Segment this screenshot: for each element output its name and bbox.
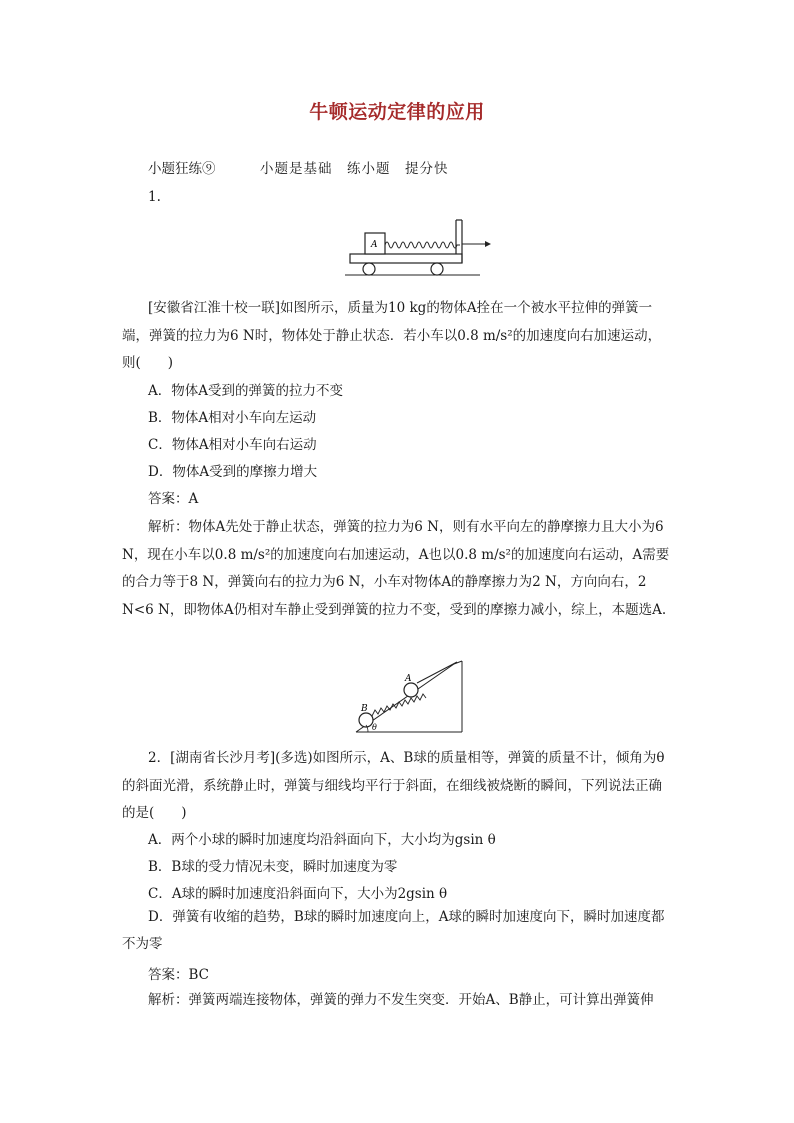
question-1-number: 1. bbox=[148, 189, 161, 205]
question-2-option-b: B．B球的受力情况未变，瞬时加速度为零 bbox=[148, 859, 398, 875]
wheel-left bbox=[363, 263, 375, 275]
question-2-answer: 答案：BC bbox=[148, 967, 210, 983]
ball-a bbox=[404, 683, 418, 697]
angle-label: θ bbox=[372, 723, 377, 732]
ball-a-label: A bbox=[405, 674, 412, 684]
spring bbox=[385, 242, 460, 248]
string-line bbox=[417, 662, 457, 683]
block-a-label: A bbox=[371, 240, 378, 250]
question-1-analysis: 解析：物体A先处于静止状态，弹簧的拉力为6 N，则有水平向左的静摩擦力且大小为6 N，现在小车以0.8 m/s²的加速度向右加速运动，A也以0.8 m/s²的加速度向右运动，A需要的合力等于8 N，弹簧向右的拉力为6 N，小车对物体A的静摩擦力为2 N，方向向右，2 N<6 N，即物体A仍相对车静止受到弹簧的拉力不变，受到的摩擦力减小，综上，本题选A. bbox=[122, 519, 670, 618]
page-title: 牛顿运动定律的应用 bbox=[309, 101, 485, 123]
spring-incline bbox=[372, 694, 426, 716]
question-2-option-d: D．弹簧有收缩的趋势，B球的瞬时加速度向上，A球的瞬时加速度向下，瞬时加速度都不为零 bbox=[122, 909, 665, 952]
section-label: 小题狂练⑨ bbox=[148, 161, 216, 177]
pull-arrow-head bbox=[485, 241, 491, 247]
question-1-option-c: C．物体A相对小车向右运动 bbox=[148, 437, 317, 453]
wheel-right bbox=[431, 263, 443, 275]
question-2-option-c: C．A球的瞬时加速度沿斜面向下，大小为2gsin θ bbox=[148, 886, 448, 902]
ball-b-label: B bbox=[361, 704, 368, 714]
question-2-analysis: 解析：弹簧两端连接物体，弹簧的弹力不发生突变．开始A、B静止，可计算出弹簧伸 bbox=[148, 992, 654, 1008]
question-1-option-d: D．物体A受到的摩擦力增大 bbox=[148, 464, 318, 480]
question-2-option-a: A．两个小球的瞬时加速度均沿斜面向下，大小均为gsin θ bbox=[148, 832, 496, 848]
question-1-option-b: B．物体A相对小车向左运动 bbox=[148, 410, 317, 426]
cart-spring-figure bbox=[345, 215, 495, 280]
question-1-stem: [安徽省江淮十校一联]如图所示，质量为10 kg的物体A拴在一个被水平拉伸的弹簧一端，弹簧的拉力为6 N时，物体处于静止状态．若小车以0.8 m/s²的加速度向右加速运动，则( ) bbox=[122, 300, 662, 371]
question-1-option-a: A．物体A受到的弹簧的拉力不变 bbox=[148, 383, 343, 399]
ball-b bbox=[359, 713, 373, 727]
question-2-stem: 2．[湖南省长沙月考](多选)如图所示，A、B球的质量相等，弹簧的质量不计，倾角为θ的斜面光滑，系统静止时，弹簧与细线均平行于斜面，在细线被烧断的瞬间，下列说法正确的是( ) bbox=[122, 750, 665, 821]
question-1-answer: 答案：A bbox=[148, 491, 199, 507]
incline-figure bbox=[352, 654, 472, 736]
section-subtitle: 小题是基础 练小题 提分快 bbox=[260, 161, 449, 177]
cart-body bbox=[350, 254, 462, 263]
